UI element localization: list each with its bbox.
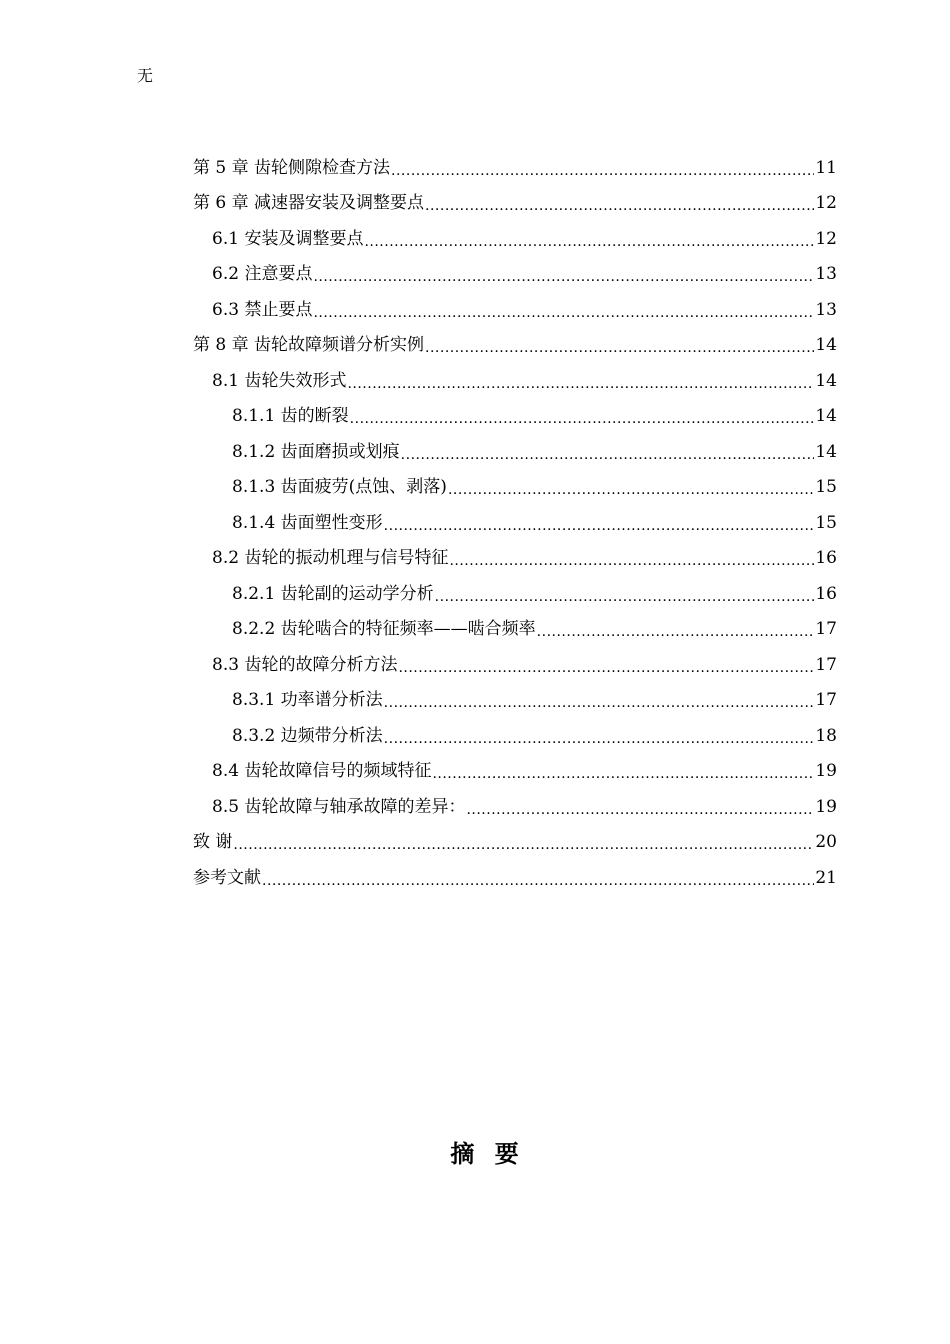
toc-entry-page-number: 14 (815, 370, 837, 391)
toc-dot-leader (350, 403, 815, 429)
toc-entry[interactable] (193, 713, 837, 749)
toc-dot-leader (398, 652, 814, 678)
toc-entry-title: 致 谢 (193, 832, 233, 852)
toc-entry[interactable] (193, 607, 837, 643)
toc-entry-page-number: 11 (815, 157, 837, 178)
toc-entry-page-number: 15 (815, 477, 837, 497)
toc-entry[interactable] (193, 287, 837, 323)
toc-entry-page-number: 17 (815, 619, 837, 639)
toc-entry[interactable] (193, 820, 837, 856)
toc-entry-title: 8.1.2 齿面磨损或划痕 (232, 441, 400, 462)
toc-entry[interactable] (193, 252, 837, 288)
toc-entry-title: 8.5 齿轮故障与轴承故障的差异： (212, 796, 466, 817)
toc-dot-leader (391, 155, 814, 181)
header-mark: 无 (137, 66, 154, 85)
toc-entry-title: 8.2.1 齿轮副的运动学分析 (232, 583, 434, 604)
toc-dot-leader (364, 226, 814, 252)
toc-entry[interactable] (193, 855, 837, 891)
toc-dot-leader (466, 794, 814, 820)
toc-entry-page-number: 19 (815, 761, 837, 781)
toc-entry-page-number: 15 (815, 512, 837, 533)
toc-dot-leader (425, 332, 814, 358)
toc-entry[interactable] (193, 500, 837, 536)
toc-entry[interactable] (193, 394, 837, 430)
toc-entry-title: 8.1.4 齿面塑性变形 (232, 512, 383, 533)
toc-entry-title: 6.2 注意要点 (212, 264, 313, 284)
toc-entry-page-number: 14 (815, 406, 837, 426)
toc-entry-title: 8.2 齿轮的振动机理与信号特征 (212, 548, 449, 568)
toc-entry-page-number: 13 (815, 299, 837, 320)
toc-entry-page-number: 20 (815, 832, 837, 852)
toc-entry[interactable] (193, 465, 837, 501)
toc-dot-leader (401, 439, 815, 465)
toc-dot-leader (313, 261, 814, 287)
toc-entry-title: 第 6 章 减速器安装及调整要点 (193, 193, 425, 213)
toc-entry-title: 6.1 安装及调整要点 (212, 228, 364, 249)
toc-entry-title: 8.2.2 齿轮啮合的特征频率——啮合频率 (232, 619, 536, 639)
toc-entry[interactable] (193, 358, 837, 394)
toc-entry[interactable] (193, 678, 837, 714)
toc-entry-page-number: 16 (815, 548, 837, 568)
toc-entry-page-number: 17 (815, 690, 837, 710)
toc-entry[interactable] (193, 571, 837, 607)
toc-dot-leader (347, 368, 814, 394)
toc-entry-page-number: 12 (815, 193, 837, 213)
toc-entry[interactable] (193, 784, 837, 820)
table-of-contents (193, 145, 837, 891)
toc-entry[interactable] (193, 323, 837, 359)
toc-entry[interactable] (193, 429, 837, 465)
toc-dot-leader (432, 758, 814, 784)
toc-dot-leader (537, 616, 815, 642)
toc-dot-leader (384, 723, 815, 749)
toc-entry-page-number: 14 (815, 335, 837, 355)
toc-entry-page-number: 12 (815, 228, 837, 249)
toc-entry-title: 8.4 齿轮故障信号的频域特征 (212, 761, 432, 781)
toc-entry-title: 8.3.1 功率谱分析法 (232, 690, 383, 710)
toc-entry[interactable] (193, 145, 837, 181)
toc-entry-page-number: 21 (815, 867, 837, 888)
toc-entry-page-number: 17 (815, 654, 837, 675)
toc-entry-page-number: 16 (815, 583, 837, 604)
toc-entry-page-number: 13 (815, 264, 837, 284)
toc-entry-title: 8.1.3 齿面疲劳(点蚀、剥落) (232, 477, 447, 497)
toc-entry-title: 参考文献 (193, 867, 261, 888)
toc-dot-leader (384, 687, 815, 713)
toc-dot-leader (448, 474, 814, 500)
toc-entry-title: 8.1 齿轮失效形式 (212, 370, 347, 391)
toc-dot-leader (233, 829, 814, 855)
toc-entry[interactable] (193, 642, 837, 678)
toc-entry-title: 8.3 齿轮的故障分析方法 (212, 654, 398, 675)
toc-dot-leader (425, 190, 814, 216)
toc-entry-title: 6.3 禁止要点 (212, 299, 313, 320)
toc-entry[interactable] (193, 181, 837, 217)
toc-dot-leader (449, 545, 814, 571)
toc-entry-title: 第 8 章 齿轮故障频谱分析实例 (193, 335, 425, 355)
abstract-heading: 摘 要 (450, 1140, 525, 1168)
toc-dot-leader (313, 297, 814, 323)
toc-entry-page-number: 18 (815, 725, 837, 746)
toc-dot-leader (384, 510, 815, 536)
toc-entry-title: 第 5 章 齿轮侧隙检查方法 (193, 157, 391, 178)
toc-entry[interactable] (193, 749, 837, 785)
toc-entry-title: 8.1.1 齿的断裂 (232, 406, 349, 426)
toc-entry-page-number: 19 (815, 796, 837, 817)
toc-dot-leader (262, 865, 814, 891)
toc-dot-leader (435, 581, 815, 607)
toc-entry[interactable] (193, 216, 837, 252)
toc-entry[interactable] (193, 536, 837, 572)
toc-entry-title: 8.3.2 边频带分析法 (232, 725, 383, 746)
toc-entry-page-number: 14 (815, 441, 837, 462)
